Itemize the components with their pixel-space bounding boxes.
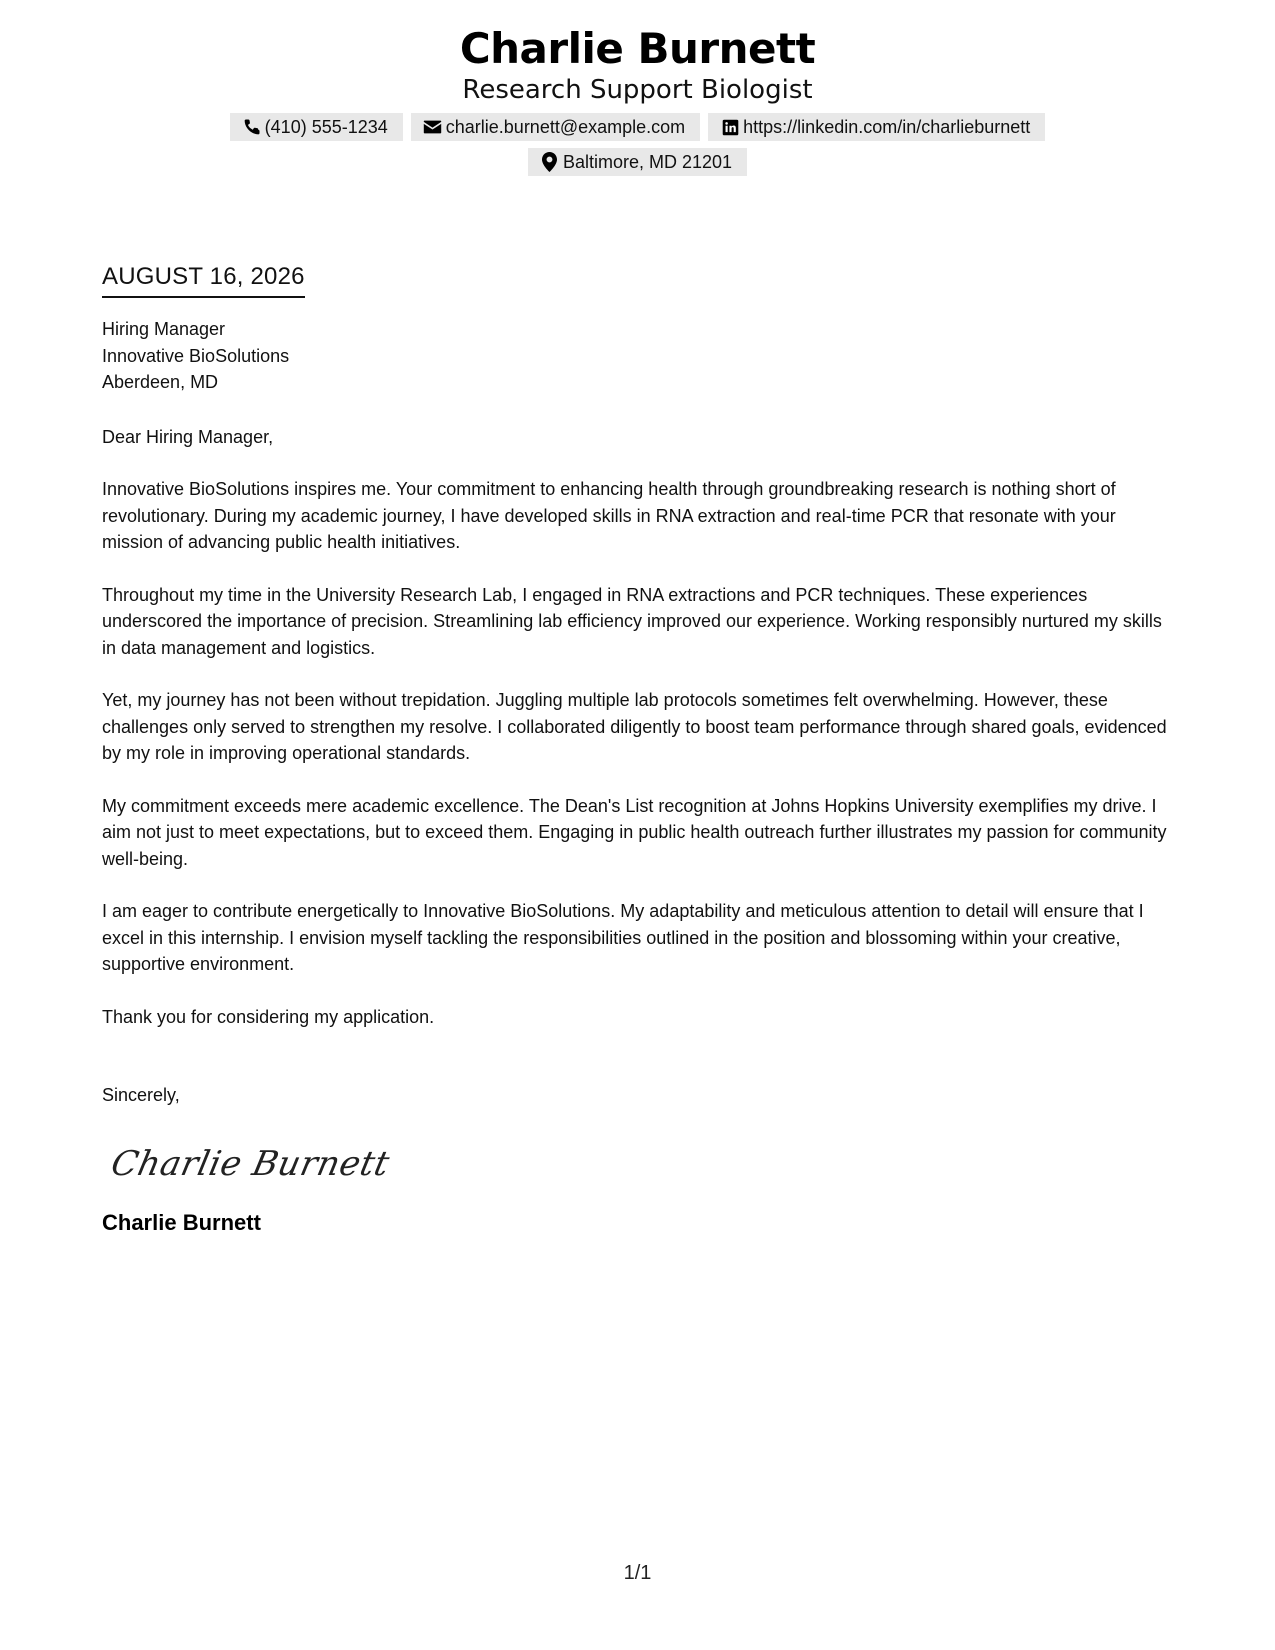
contact-location (528, 148, 747, 176)
recipient-block (102, 316, 1173, 396)
contact-phone[interactable] (230, 113, 403, 141)
recipient-name: Hiring Manager (102, 319, 226, 339)
contact-linkedin-text: https://linkedin.com/in/charlieburnett (743, 116, 1031, 137)
letter-body (102, 262, 1173, 1237)
body-paragraph: My commitment exceeds mere academic excellence. The Dean's List recognition at Johns Hopkins University exemplifies my drive. I aim not just to meet expectations, but to exceed them. Engaging in public health outreach further illustrates my passion for community well-being. (102, 795, 1167, 869)
body-paragraph: Throughout my time in the University Research Lab, I engaged in RNA extractions and PCR techniques. These experiences underscored the importance of precision. Streamlining lab efficiency improved our experience. Working responsibly nurtured my skills in data management and logistics. (102, 584, 1162, 658)
contact-phone-text: (410) 555-1234 (264, 116, 388, 137)
body-paragraph: Innovative BioSolutions inspires me. Your commitment to enhancing health through groundbreaking research is nothing short of revolutionary. During my academic journey, I have developed skills in RNA extraction and real-time PCR that resonate with your mission of advancing public health initiatives. (102, 479, 1116, 552)
contact-linkedin[interactable] (708, 113, 1045, 141)
recipient-location: Aberdeen, MD (102, 372, 219, 392)
page-number: 1/1 (623, 1562, 652, 1584)
thank-you-line: Thank you for considering my application. (102, 1006, 435, 1027)
envelope-icon (423, 117, 443, 137)
closing: Sincerely, (102, 1085, 180, 1105)
linkedin-icon (720, 117, 740, 137)
letter-date: AUGUST 16, 2026 (102, 262, 305, 298)
contact-location-text: Baltimore, MD 21201 (562, 151, 733, 172)
body-paragraph: Yet, my journey has not been without trepidation. Juggling multiple lab protocols sometimes felt overwhelming. However, these challenges only served to strengthen my resolve. I collaborated diligently to boost team performance through shared goals, evidenced by my role in improving operational standards. (102, 690, 1167, 763)
handwritten-signature (102, 1135, 394, 1191)
signed-name: Charlie Burnett (102, 1209, 261, 1235)
contact-row-primary (0, 113, 1275, 141)
recipient-company: Innovative BioSolutions (102, 345, 290, 366)
letter-header (0, 0, 1275, 176)
body-paragraph: I am eager to contribute energetically to Innovative BioSolutions. My adaptability and meticulous attention to detail will ensure that I excel in this internship. I envision myself tackling the responsibilities outlined in the position and blossoming within your creative, supportive environment. (102, 901, 1144, 974)
map-pin-icon (540, 152, 560, 172)
contact-row-secondary (0, 148, 1275, 176)
salutation: Dear Hiring Manager, (102, 426, 274, 447)
applicant-name: Charlie Burnett (459, 24, 816, 73)
contact-email-text: charlie.burnett@example.com (445, 116, 686, 137)
phone-icon (242, 117, 262, 137)
applicant-title: Research Support Biologist (462, 75, 813, 105)
svg-text:Charlie Burnett: Charlie Burnett (107, 1143, 394, 1184)
contact-email[interactable] (411, 113, 700, 141)
